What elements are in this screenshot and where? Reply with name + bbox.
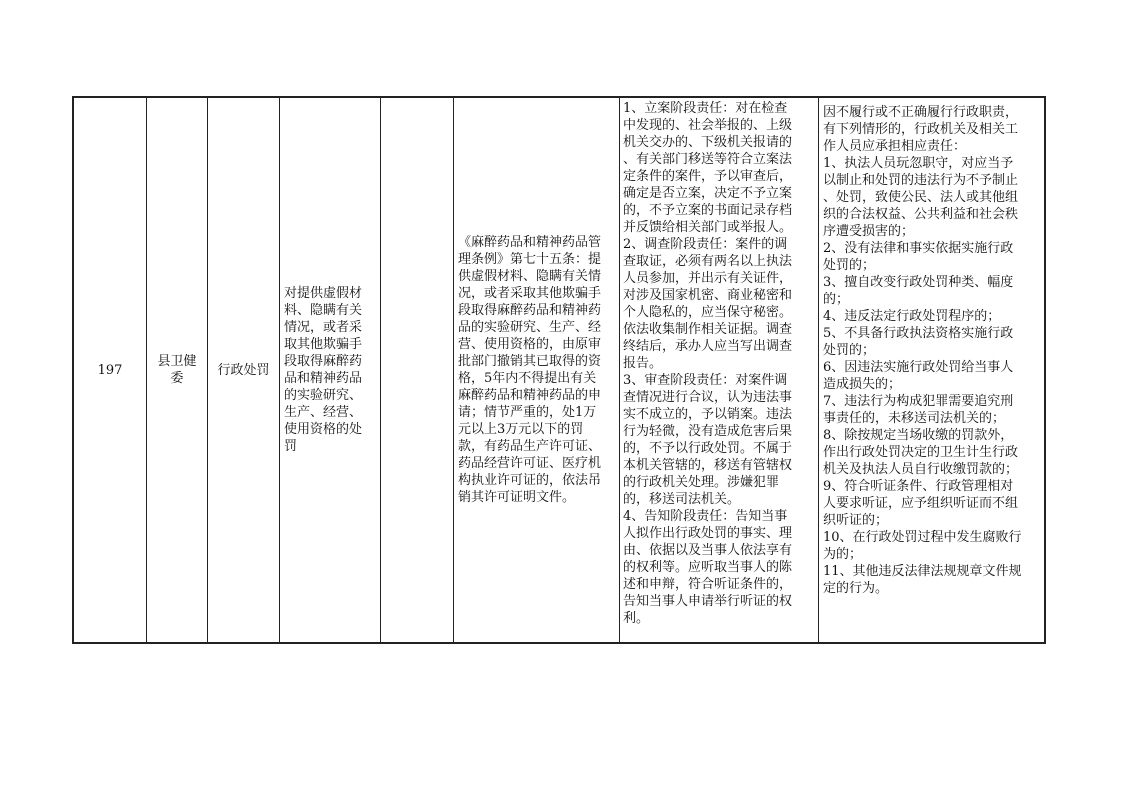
responsibility-cell xyxy=(620,98,819,642)
row-number-cell xyxy=(74,98,147,642)
category-cell xyxy=(208,98,280,642)
legal-basis-cell xyxy=(454,98,620,642)
legal-basis: 《麻醉药品和精神药品管 理条例》第七十五条：提 供虚假材料、隐瞒有关情 况，或者采取其他欺骗手 段取得麻醉药品和精神药 品的实验研究、生产、经 营、使用资格的，由原审 批部门撤销其已取得的资 格，5年内不得提出有关 麻醉药品和精神药品的申 请；情节严重的，处1万 元以上3万元以下的罚 款，有药品生产许可证、 药品经营许可证、医疗机 构执业许可证的，依法吊 销其许可证明文件。 xyxy=(458,235,602,505)
responsibility: 1、立案阶段责任：对在检查 中发现的、社会举报的、上级 机关交办的、下级机关报请的 、有关部门移送等符合立案法 定条件的案件，予以审查后， 确定是否立案，决定不予立案 的，不予立案的书面记录存档 并反馈给相关部门或举报人。 2、调查阶段责任：案件的调 查取证，必须有两名以上执法 人员参加，并出示有关证件， 对涉及国家机密、商业秘密和 个人隐私的，应当保守秘密。 依法收集制作相关证据。调查 终结后，承办人应当写出调查 报告。 3、审查阶段责任：对案件调 查情况进行合议，认为违法事 实不成立的，予以销案。违法 行为轻微，没有造成危害后果 的，不予以行政处罚。不属于 本机关管辖的，移送有管辖权 的行政机关处理。涉嫌犯罪 的，移送司法机关。 4、告知阶段责任：告知当事 人拟作出行政处罚的事实、理 由、依据以及当事人依法享有 的权利等。应听取当事人的陈 述和申辩，符合听证条件的， 告知当事人申请举行听证的权 利。 xyxy=(623,101,793,626)
category: 行政处罚 xyxy=(217,362,270,378)
penalty-table-row xyxy=(72,96,1046,644)
accountability: 因不履行或不正确履行行政职责， 有下列情形的，行政机关及相关工 作人员应承担相应责任： 1、执法人员玩忽职守，对应当予 以制止和处罚的违法行为不予制止 、处罚，致使公民、法人或其他组 织的合法权益、公共利益和社会秩 序遭受损害的； 2、没有法律和事实依据实施行政 处罚的； 3、擅自改变行政处罚种类、幅度 的； 4、违反法定行政处罚程序的； 5、不具备行政执法资格实施行政 处罚的； 6、因违法实施行政处罚给当事人 造成损失的； 7、违法行为构成犯罪需要追究刑 事责任的，未移送司法机关的； 8、除按规定当场收缴的罚款外， 作出行政处罚决定的卫生计生行政 机关及执法人员自行收缴罚款的； 9、符合听证条件、行政管理相对 人要求听证，应予组织听证而不组 织听证的； 10、在行政处罚过程中发生腐败行 为的； 11、其他违反法律法规规章文件规 定的行为。 xyxy=(823,105,1022,596)
item-name: 对提供虚假材 料、隐瞒有关 情况，或者采 取其他欺骗手 段取得麻醉药 品和精神药品 的实验研究、 生产、经营、 使用资格的处 罚 xyxy=(284,286,363,454)
item-name-cell xyxy=(280,98,381,642)
accountability-cell xyxy=(819,98,1046,642)
department-cell xyxy=(147,98,208,642)
empty-cell xyxy=(381,98,454,642)
department: 县卫健 委 xyxy=(157,354,197,386)
row-number: 197 xyxy=(97,362,123,378)
